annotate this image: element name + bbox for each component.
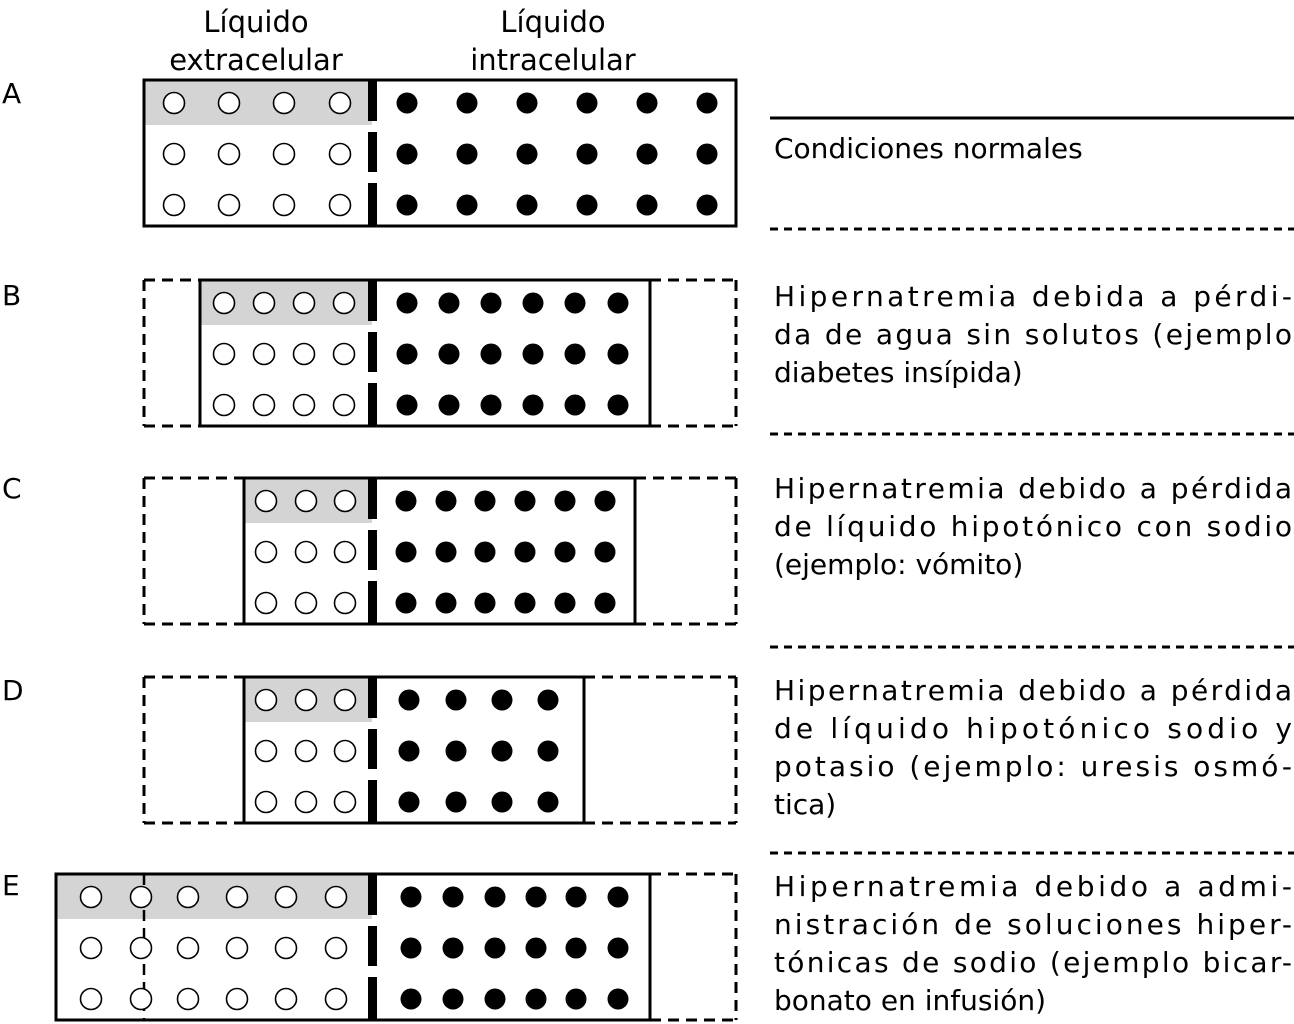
intracellular-solute bbox=[457, 195, 478, 216]
intracellular-solute bbox=[443, 989, 464, 1010]
extracellular-solute bbox=[294, 344, 315, 365]
description-a-line1: Condiciones normales bbox=[774, 132, 1083, 165]
cell-membrane-segment-2 bbox=[368, 132, 377, 172]
intracellular-solute bbox=[485, 887, 506, 908]
intracellular-solute bbox=[577, 195, 598, 216]
intracellular-solute bbox=[396, 593, 417, 614]
row-label-a: A bbox=[2, 77, 22, 110]
extracellular-solute bbox=[326, 938, 347, 959]
panel-c bbox=[144, 478, 736, 624]
extracellular-solute bbox=[131, 938, 152, 959]
cell-membrane-segment-2 bbox=[368, 530, 377, 570]
intracellular-solute bbox=[577, 144, 598, 165]
extracellular-solute bbox=[326, 887, 347, 908]
panel-b bbox=[144, 280, 736, 426]
extracellular-solute bbox=[335, 542, 356, 563]
intracellular-solute bbox=[565, 293, 586, 314]
intracellular-solute bbox=[517, 144, 538, 165]
extracellular-solute bbox=[274, 195, 295, 216]
intracellular-solute bbox=[485, 938, 506, 959]
intracellular-solute bbox=[608, 344, 629, 365]
intracellular-solute bbox=[396, 542, 417, 563]
extracellular-solute bbox=[256, 491, 277, 512]
extracellular-solute bbox=[296, 690, 317, 711]
header-extracellular-line2: extracelular bbox=[169, 43, 343, 77]
cell-membrane-segment-3 bbox=[368, 383, 377, 426]
extracellular-solute bbox=[296, 593, 317, 614]
intracellular-solute bbox=[595, 593, 616, 614]
intracellular-solute bbox=[538, 792, 559, 813]
header-intracellular-line1: Líquido bbox=[500, 5, 606, 39]
extracellular-solute bbox=[219, 144, 240, 165]
intracellular-solute bbox=[397, 395, 418, 416]
description-b-line3: diabetes insípida) bbox=[774, 356, 1023, 389]
extracellular-solute bbox=[81, 938, 102, 959]
row-label-b: B bbox=[2, 279, 22, 312]
cell-membrane-segment-1 bbox=[368, 280, 377, 321]
description-d-line2: de líquido hipotónico sodio y bbox=[774, 712, 1292, 745]
extracellular-solute bbox=[335, 690, 356, 711]
extracellular-solute bbox=[227, 989, 248, 1010]
extracellular-solute bbox=[274, 144, 295, 165]
intracellular-solute bbox=[526, 989, 547, 1010]
description-e-line4: bonato en infusión) bbox=[774, 984, 1046, 1017]
intracellular-solute bbox=[566, 938, 587, 959]
cell-membrane-segment-1 bbox=[368, 677, 377, 718]
extracellular-solute bbox=[256, 690, 277, 711]
intracellular-solute bbox=[517, 195, 538, 216]
extracellular-solute bbox=[227, 938, 248, 959]
extracellular-solute bbox=[294, 293, 315, 314]
extracellular-solute bbox=[335, 491, 356, 512]
intracellular-solute bbox=[446, 792, 467, 813]
intracellular-solute bbox=[637, 144, 658, 165]
cell-membrane-segment-3 bbox=[368, 780, 377, 823]
intracellular-solute bbox=[697, 93, 718, 114]
intracellular-solute bbox=[457, 144, 478, 165]
extracellular-solute bbox=[274, 93, 295, 114]
extracellular-solute bbox=[256, 593, 277, 614]
intracellular-solute bbox=[475, 542, 496, 563]
intracellular-solute bbox=[492, 690, 513, 711]
description-d-line4: tica) bbox=[774, 788, 837, 821]
extracellular-solute bbox=[326, 989, 347, 1010]
description-e-line2: nistración de soluciones hiper- bbox=[774, 908, 1292, 941]
row-label-c: C bbox=[2, 472, 22, 505]
extracellular-solute bbox=[164, 144, 185, 165]
intracellular-solute bbox=[515, 491, 536, 512]
intracellular-solute bbox=[485, 989, 506, 1010]
intracellular-solute bbox=[526, 887, 547, 908]
intracellular-solute bbox=[608, 989, 629, 1010]
extracellular-solute bbox=[276, 989, 297, 1010]
extracellular-solute bbox=[334, 395, 355, 416]
extracellular-solute bbox=[335, 741, 356, 762]
description-d-line3: potasio (ejemplo: uresis osmó- bbox=[774, 750, 1292, 783]
intracellular-solute bbox=[396, 491, 417, 512]
intracellular-solute bbox=[401, 938, 422, 959]
extracellular-solute bbox=[294, 395, 315, 416]
extracellular-solute bbox=[334, 344, 355, 365]
row-label-e: E bbox=[2, 869, 20, 902]
intracellular-solute bbox=[523, 395, 544, 416]
cell-membrane-segment-1 bbox=[368, 478, 377, 519]
intracellular-solute bbox=[475, 491, 496, 512]
extracellular-solute bbox=[254, 293, 275, 314]
intracellular-solute bbox=[492, 741, 513, 762]
extracellular-solute bbox=[81, 887, 102, 908]
description-e-line3: tónicas de sodio (ejemplo bicar- bbox=[774, 946, 1292, 979]
intracellular-solute bbox=[595, 542, 616, 563]
extracellular-solute bbox=[276, 938, 297, 959]
cell-membrane-segment-3 bbox=[368, 977, 377, 1020]
description-b-line2: da de agua sin solutos (ejemplo bbox=[774, 318, 1292, 351]
intracellular-solute bbox=[526, 938, 547, 959]
intracellular-solute bbox=[401, 989, 422, 1010]
description-c-line1: Hipernatremia debido a pérdida bbox=[774, 472, 1292, 505]
extracellular-solute bbox=[81, 989, 102, 1010]
cell-membrane-segment-2 bbox=[368, 729, 377, 769]
intracellular-solute bbox=[481, 293, 502, 314]
intracellular-solute bbox=[443, 938, 464, 959]
extracellular-solute bbox=[296, 792, 317, 813]
intracellular-solute bbox=[446, 741, 467, 762]
extracellular-solute bbox=[214, 344, 235, 365]
extracellular-solute bbox=[131, 887, 152, 908]
extracellular-solute bbox=[178, 989, 199, 1010]
extracellular-solute bbox=[330, 195, 351, 216]
intracellular-solute bbox=[555, 491, 576, 512]
intracellular-solute bbox=[565, 344, 586, 365]
intracellular-solute bbox=[446, 690, 467, 711]
intracellular-solute bbox=[697, 195, 718, 216]
intracellular-solute bbox=[397, 144, 418, 165]
panel-e bbox=[56, 874, 736, 1020]
intracellular-solute bbox=[436, 542, 457, 563]
extracellular-solute bbox=[254, 344, 275, 365]
intracellular-solute bbox=[595, 491, 616, 512]
description-b-line1: Hipernatremia debida a pérdi- bbox=[774, 280, 1292, 313]
intracellular-solute bbox=[555, 542, 576, 563]
cell-membrane-segment-3 bbox=[368, 581, 377, 624]
cell-membrane-segment-2 bbox=[368, 332, 377, 372]
cell-membrane-segment-2 bbox=[368, 926, 377, 966]
intracellular-solute bbox=[481, 344, 502, 365]
intracellular-solute bbox=[515, 542, 536, 563]
panel-d bbox=[144, 677, 736, 823]
extracellular-solute bbox=[296, 491, 317, 512]
header-extracellular-line1: Líquido bbox=[203, 5, 309, 39]
description-d-line1: Hipernatremia debido a pérdida bbox=[774, 674, 1292, 707]
extracellular-solute bbox=[219, 93, 240, 114]
intracellular-solute bbox=[439, 395, 460, 416]
extracellular-solute bbox=[335, 593, 356, 614]
extracellular-solute bbox=[335, 792, 356, 813]
intracellular-solute bbox=[637, 93, 658, 114]
description-e-line1: Hipernatremia debido a admi- bbox=[774, 870, 1292, 903]
cell-membrane-segment-1 bbox=[368, 874, 377, 915]
extracellular-solute bbox=[164, 93, 185, 114]
extracellular-solute bbox=[214, 395, 235, 416]
extracellular-solute bbox=[256, 792, 277, 813]
intracellular-solute bbox=[397, 93, 418, 114]
extracellular-solute bbox=[178, 887, 199, 908]
extracellular-shaded-band bbox=[56, 874, 372, 919]
intracellular-solute bbox=[608, 938, 629, 959]
intracellular-solute bbox=[399, 741, 420, 762]
intracellular-solute bbox=[443, 887, 464, 908]
intracellular-solute bbox=[637, 195, 658, 216]
extracellular-solute bbox=[276, 887, 297, 908]
intracellular-solute bbox=[566, 989, 587, 1010]
intracellular-solute bbox=[397, 293, 418, 314]
intracellular-solute bbox=[492, 792, 513, 813]
intracellular-solute bbox=[436, 593, 457, 614]
row-label-d: D bbox=[2, 674, 24, 707]
intracellular-solute bbox=[608, 887, 629, 908]
header-intracellular-line2: intracelular bbox=[470, 43, 636, 77]
extracellular-solute bbox=[256, 542, 277, 563]
intracellular-solute bbox=[565, 395, 586, 416]
intracellular-solute bbox=[608, 293, 629, 314]
extracellular-solute bbox=[219, 195, 240, 216]
intracellular-solute bbox=[436, 491, 457, 512]
panel-a bbox=[144, 80, 736, 226]
extracellular-solute bbox=[296, 542, 317, 563]
extracellular-solute bbox=[131, 989, 152, 1010]
description-c-line3: (ejemplo: vómito) bbox=[774, 548, 1024, 581]
cell-membrane-segment-3 bbox=[368, 183, 377, 226]
intracellular-solute bbox=[523, 293, 544, 314]
intracellular-solute bbox=[577, 93, 598, 114]
intracellular-solute bbox=[517, 93, 538, 114]
extracellular-solute bbox=[330, 93, 351, 114]
cell-membrane-segment-1 bbox=[368, 80, 377, 121]
intracellular-solute bbox=[697, 144, 718, 165]
intracellular-solute bbox=[439, 344, 460, 365]
extracellular-solute bbox=[256, 741, 277, 762]
extracellular-solute bbox=[330, 144, 351, 165]
intracellular-solute bbox=[566, 887, 587, 908]
extracellular-solute bbox=[178, 938, 199, 959]
description-c-line2: de líquido hipotónico con sodio bbox=[774, 510, 1292, 543]
extracellular-solute bbox=[334, 293, 355, 314]
intracellular-solute bbox=[475, 593, 496, 614]
intracellular-solute bbox=[555, 593, 576, 614]
intracellular-solute bbox=[397, 195, 418, 216]
extracellular-solute bbox=[227, 887, 248, 908]
intracellular-solute bbox=[399, 690, 420, 711]
intracellular-solute bbox=[515, 593, 536, 614]
intracellular-solute bbox=[439, 293, 460, 314]
intracellular-solute bbox=[397, 344, 418, 365]
extracellular-solute bbox=[164, 195, 185, 216]
extracellular-solute bbox=[254, 395, 275, 416]
extracellular-solute bbox=[296, 741, 317, 762]
intracellular-solute bbox=[608, 395, 629, 416]
intracellular-solute bbox=[481, 395, 502, 416]
intracellular-solute bbox=[457, 93, 478, 114]
intracellular-solute bbox=[523, 344, 544, 365]
extracellular-solute bbox=[214, 293, 235, 314]
intracellular-solute bbox=[399, 792, 420, 813]
intracellular-solute bbox=[401, 887, 422, 908]
intracellular-solute bbox=[538, 741, 559, 762]
intracellular-solute bbox=[538, 690, 559, 711]
